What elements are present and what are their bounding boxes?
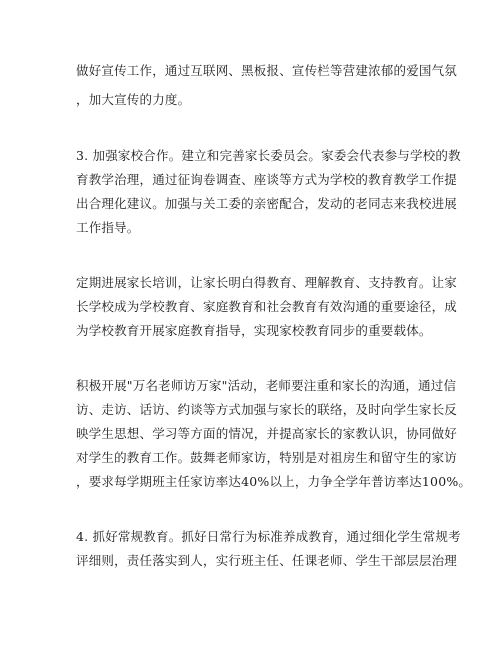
text-line: 对学生的教育工作。鼓舞老师家访，特别是对祖房生和留守生的家访 [76,450,458,465]
text-line: 评细则，责任落实到人，实行班主任、任课老师、学生干部层层治理 [76,553,458,568]
text-line: 3. 加强家校合作。建立和完善家长委员会。家委会代表参与学校的教 [76,148,461,163]
text-line: 育教学治理，通过征询卷调查、座谈等方式为学校的教育教学工作提 [76,172,458,187]
text-line: 为学校教育开展家庭教育指导，实现家校教育同步的重要载体。 [76,323,432,338]
text-line: 积极开展"万名老师访万家"活动，老师要注重和家长的沟通，通过信 [76,378,457,393]
text-line: 工作指导。 [76,220,140,235]
text-line: 出合理化建议。加强与关工委的亲密配合，发动的老同志来我校进展 [76,196,458,211]
text-line: 长学校成为学校教育、家庭教育和社会教育有效沟通的重要途径，成 [76,299,458,314]
text-line: 访、走访、话访、约谈等方式加强与家长的联络，及时向学生家长反 [76,402,458,417]
text-line: 做好宣传工作，通过互联网、黑板报、宣传栏等营建浓郁的爱国气氛 [76,63,458,78]
text-line: 定期进展家长培训，让家长明白得教育、理解教育、支持教育。让家 [76,275,458,290]
text-line: 映学生思想、学习等方面的情况，并提高家长的家教认识，协同做好 [76,426,458,441]
text-line: 4. 抓好常规教育。抓好日常行为标准养成教育，通过细化学生常规考 [76,529,461,544]
text-line: ，加大宣传的力度。 [76,92,191,107]
text-line: ，要求每学期班主任家访率达40%以上，力争全学年普访率达100%。 [76,474,472,489]
